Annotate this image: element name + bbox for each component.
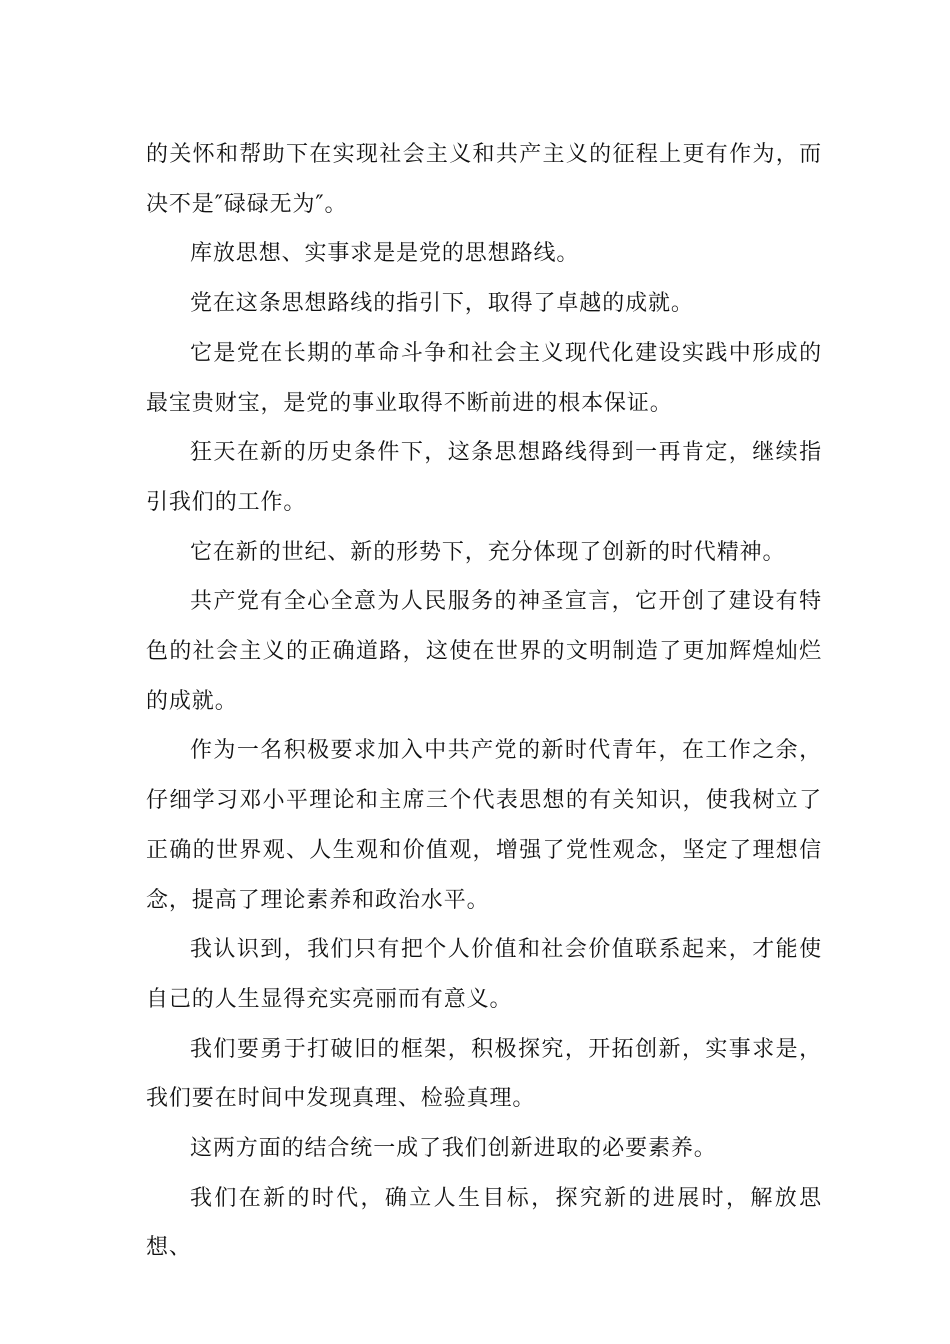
paragraph-6: 它在新的世纪、新的形势下，充分体现了创新的时代精神。 bbox=[190, 539, 786, 565]
paragraph-3: 党在这条思想路线的指引下，取得了卓越的成就。 bbox=[190, 291, 694, 317]
paragraph-5: 狂天在新的历史条件下，这条思想路线得到一再肯定，继续指引我们的工作。 bbox=[146, 440, 822, 515]
paragraph-12: 我们在新的时代，确立人生目标，探究新的进展时，解放思想、 bbox=[146, 1185, 822, 1261]
paragraph-4: 它是党在长期的革命斗争和社会主义现代化建设实践中形成的最宝贵财宝，是党的事业取得不断前进的根本保证。 bbox=[146, 340, 822, 416]
paragraph-10: 我们要勇于打破旧的框架，积极探究，开拓创新，实事求是，我们要在时间中发现真理、检验真理。 bbox=[146, 1036, 822, 1112]
document-body bbox=[146, 130, 822, 1273]
paragraph-1: 的关怀和帮助下在实现社会主义和共产主义的征程上更有作为，而决不是″碌碌无为″。 bbox=[146, 142, 822, 217]
paragraph-9: 我认识到，我们只有把个人价值和社会价值联系起来，才能使自己的人生显得充实亮丽而有意义。 bbox=[146, 937, 822, 1012]
paragraph-7: 共产党有全心全意为人民服务的神圣宣言，它开创了建设有特色的社会主义的正确道路，这使在世界的文明制造了更加辉煌灿烂的成就。 bbox=[146, 589, 822, 714]
paragraph-8: 作为一名积极要求加入中共产党的新时代青年，在工作之余，仔细学习邓小平理论和主席三个代表思想的有关知识，使我树立了正确的世界观、人生观和价值观，增强了党性观念，坚定了理想信念，提高了理论素养和政治水平。 bbox=[146, 738, 822, 913]
paragraph-2: 库放思想、实事求是是党的思想路线。 bbox=[190, 241, 580, 267]
paragraph-11: 这两方面的结合统一成了我们创新进取的必要素养。 bbox=[190, 1136, 717, 1162]
